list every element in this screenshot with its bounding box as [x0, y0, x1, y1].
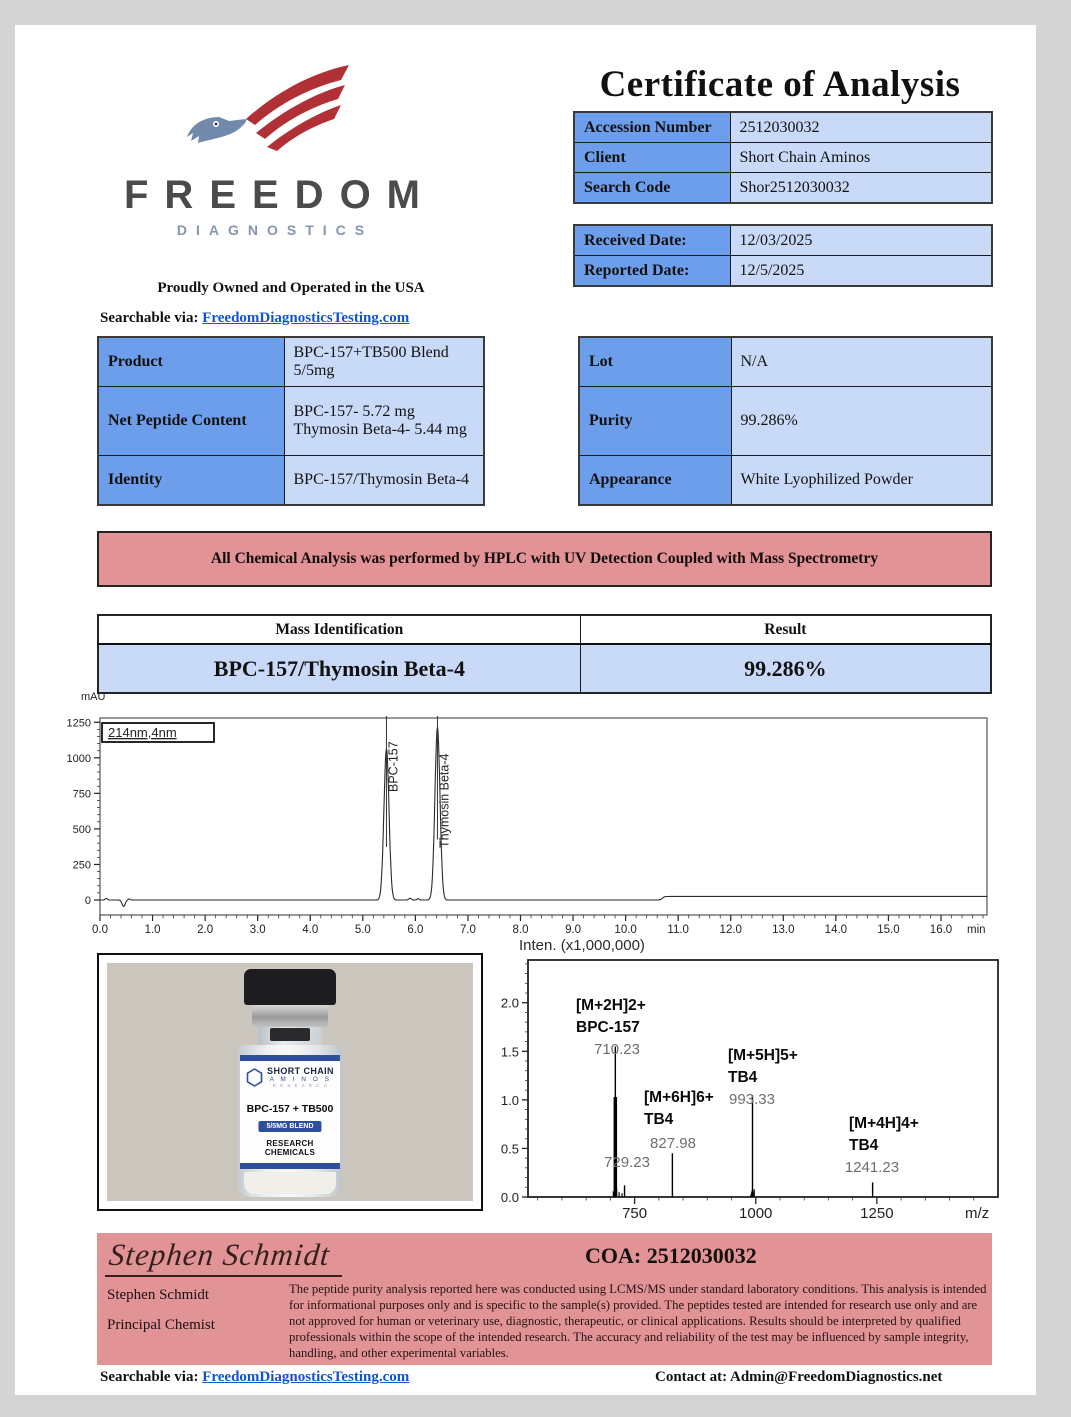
- table-row: [574, 173, 992, 204]
- footer-searchable-link[interactable]: FreedomDiagnosticsTesting.com: [202, 1369, 410, 1385]
- analysis-method-text: All Chemical Analysis was performed by HPLC with UV Detection Coupled with Mass Spectrometry: [210, 550, 879, 567]
- svg-text:750: 750: [622, 1205, 648, 1222]
- search-code-label: Search Code: [574, 173, 730, 204]
- svg-text:500: 500: [72, 823, 91, 836]
- svg-text:[M+2H]2+: [M+2H]2+: [576, 997, 646, 1014]
- searchable-line: [100, 310, 409, 327]
- chemist-signature: Stephen Schmidt: [105, 1237, 346, 1277]
- info-table: [578, 336, 993, 506]
- result-value: 99.286%: [580, 644, 991, 693]
- appearance-value: White Lyophilized Powder: [731, 456, 992, 506]
- svg-text:1000: 1000: [739, 1205, 773, 1222]
- svg-text:[M+6H]6+: [M+6H]6+: [644, 1089, 714, 1106]
- product-photo: [107, 963, 473, 1201]
- searchable-link[interactable]: FreedomDiagnosticsTesting.com: [202, 310, 410, 326]
- client-value: Short Chain Aminos: [730, 143, 992, 173]
- date-table: [573, 224, 993, 287]
- table-row: [98, 337, 484, 387]
- label-bottom-band: [240, 1163, 340, 1169]
- svg-text:m/z: m/z: [965, 1205, 990, 1222]
- table-row: [579, 456, 992, 506]
- svg-text:4.0: 4.0: [302, 924, 319, 936]
- svg-text:993.33: 993.33: [729, 1091, 775, 1108]
- table-row: [574, 143, 992, 173]
- vial-body: [238, 1045, 342, 1197]
- svg-text:10.0: 10.0: [614, 924, 637, 936]
- svg-text:8.0: 8.0: [512, 924, 529, 936]
- searchable-label: Searchable via:: [100, 310, 199, 326]
- vial-label: [240, 1055, 340, 1169]
- svg-text:0.0: 0.0: [500, 1190, 519, 1205]
- svg-text:TB4: TB4: [849, 1137, 879, 1154]
- svg-text:Thymosin Beta-4: Thymosin Beta-4: [437, 753, 452, 848]
- purity-value: 99.286%: [731, 387, 992, 456]
- vial-brand-sub: A M I N O S: [269, 1076, 332, 1083]
- client-label: Client: [574, 143, 730, 173]
- vial-category: RESEARCH CHEMICALS: [264, 1139, 316, 1157]
- table-row: [98, 615, 991, 644]
- net-peptide-content-label: Net Peptide Content: [98, 387, 284, 456]
- svg-text:mAU: mAU: [81, 691, 106, 703]
- disclaimer-text: The peptide purity analysis reported here was conducted using LCMS/MS under standard laboratory conditions. This analysis is intended for informational purposes only and is specific to the sample(s) provided. The peptides tested are intended for research use only and are not approved for human or veterinary use, diagnostic, therapeutic, or clinical applications. Results should be interpreted by qualified professionals within the scope of the intended research. The accuracy and reliability of the test may be influenced by sample integrity, handling, and other experimental variables.: [289, 1282, 987, 1360]
- hplc-chromatogram-chart: [55, 680, 1025, 945]
- svg-text:2.0: 2.0: [500, 995, 519, 1011]
- table-row: [574, 256, 992, 287]
- brand-wordmark: FREEDOM: [124, 173, 436, 217]
- vial-stopper: [270, 1028, 310, 1041]
- mass-identification-value: BPC-157/Thymosin Beta-4: [98, 644, 580, 693]
- tagline: Proudly Owned and Operated in the USA: [157, 280, 425, 296]
- table-row: [574, 112, 992, 143]
- svg-text:9.0: 9.0: [565, 924, 582, 936]
- vial-brand-name: SHORT CHAIN: [267, 1066, 334, 1076]
- label-top-band: [240, 1055, 340, 1061]
- svg-text:14.0: 14.0: [824, 924, 848, 936]
- vial-cap: [244, 969, 336, 1005]
- table-row: [574, 225, 992, 256]
- svg-text:min: min: [967, 924, 986, 936]
- product-photo-frame: [97, 953, 483, 1211]
- svg-text:1.0: 1.0: [500, 1092, 519, 1108]
- accession-table: [573, 111, 993, 204]
- product-value: BPC-157+TB500 Blend 5/5mg: [284, 337, 484, 387]
- svg-text:250: 250: [72, 859, 91, 872]
- svg-text:214nm,4nm: 214nm,4nm: [108, 725, 177, 740]
- search-code-value: Shor2512030032: [730, 173, 992, 204]
- lot-value: N/A: [731, 337, 992, 387]
- identity-value: BPC-157/Thymosin Beta-4: [284, 456, 484, 506]
- table-row: [98, 456, 484, 506]
- received-date-value: 12/03/2025: [730, 225, 992, 256]
- received-date-label: Received Date:: [574, 225, 730, 256]
- appearance-label: Appearance: [579, 456, 731, 506]
- svg-text:2.0: 2.0: [197, 924, 214, 936]
- svg-text:5.0: 5.0: [354, 924, 371, 936]
- svg-text:750: 750: [72, 788, 91, 801]
- svg-text:[M+4H]4+: [M+4H]4+: [849, 1115, 919, 1132]
- accession-number-label: Accession Number: [574, 112, 730, 143]
- identity-label: Identity: [98, 456, 284, 506]
- footer-contact: Contact at: Admin@FreedomDiagnostics.net: [655, 1369, 943, 1385]
- signature-block: [97, 1233, 992, 1365]
- svg-text:1000: 1000: [66, 752, 91, 765]
- svg-text:12.0: 12.0: [719, 924, 742, 936]
- page-title: Certificate of Analysis: [599, 64, 961, 105]
- svg-text:TB4: TB4: [728, 1069, 758, 1086]
- svg-text:0.5: 0.5: [500, 1141, 519, 1157]
- svg-text:0.0: 0.0: [92, 924, 108, 936]
- vial-product-name: BPC-157 + TB500: [246, 1103, 334, 1115]
- svg-text:1241.23: 1241.23: [844, 1159, 900, 1176]
- reported-date-value: 12/5/2025: [730, 256, 992, 287]
- document-page: [15, 25, 1036, 1395]
- lot-label: Lot: [579, 337, 731, 387]
- svg-text:0: 0: [84, 895, 91, 907]
- table-row: [98, 387, 484, 456]
- vial-blend-badge: 5/5MG BLEND: [258, 1121, 321, 1132]
- svg-text:11.0: 11.0: [667, 924, 689, 936]
- purity-label: Purity: [579, 387, 731, 456]
- net-peptide-content-value: BPC-157- 5.72 mg Thymosin Beta-4- 5.44 mg: [284, 387, 484, 456]
- svg-text:3.0: 3.0: [249, 924, 266, 936]
- footer-searchable-label: Searchable via:: [100, 1369, 199, 1385]
- svg-text:Inten. (x1,000,000): Inten. (x1,000,000): [519, 937, 645, 954]
- chemist-name: Stephen Schmidt: [107, 1287, 210, 1303]
- svg-text:TB4: TB4: [644, 1111, 674, 1128]
- mass-spectrum-chart: [495, 930, 1035, 1240]
- svg-text:710.23: 710.23: [594, 1041, 640, 1058]
- footer-searchable: [100, 1369, 409, 1386]
- lyophilized-powder: [244, 1172, 336, 1194]
- analysis-method-banner: [97, 531, 992, 587]
- chemist-role: Principal Chemist: [107, 1317, 215, 1333]
- brand-subtitle: DIAGNOSTICS: [176, 222, 374, 238]
- svg-text:15.0: 15.0: [877, 924, 900, 936]
- brand-hexagon-icon: [246, 1068, 263, 1087]
- svg-text:1250: 1250: [66, 717, 91, 730]
- product-label: Product: [98, 337, 284, 387]
- coa-number: COA: 2512030032: [585, 1243, 757, 1268]
- svg-text:BPC-157: BPC-157: [386, 741, 401, 792]
- svg-text:13.0: 13.0: [772, 924, 795, 936]
- svg-text:1250: 1250: [860, 1205, 894, 1222]
- reported-date-label: Reported Date:: [574, 256, 730, 287]
- table-row: [579, 337, 992, 387]
- svg-text:729.23: 729.23: [604, 1154, 650, 1171]
- svg-text:7.0: 7.0: [459, 924, 476, 936]
- vial-brand-small: R E S E A R C H: [272, 1083, 329, 1088]
- svg-text:BPC-157: BPC-157: [576, 1019, 640, 1036]
- svg-text:16.0: 16.0: [929, 924, 953, 936]
- table-row: [579, 387, 992, 456]
- svg-text:6.0: 6.0: [407, 924, 424, 936]
- svg-text:[M+5H]5+: [M+5H]5+: [728, 1047, 798, 1064]
- result-header: Result: [580, 615, 991, 644]
- product-table: [97, 336, 485, 506]
- svg-text:1.5: 1.5: [500, 1044, 519, 1060]
- mass-identification-header: Mass Identification: [98, 615, 580, 644]
- vial-crimp-seal: [252, 1005, 328, 1027]
- freedom-eagle-logo-icon: [183, 63, 361, 171]
- peptide-vial: [235, 969, 345, 1201]
- svg-text:827.98: 827.98: [650, 1135, 696, 1152]
- svg-text:1.0: 1.0: [144, 924, 161, 936]
- accession-number-value: 2512030032: [730, 112, 992, 143]
